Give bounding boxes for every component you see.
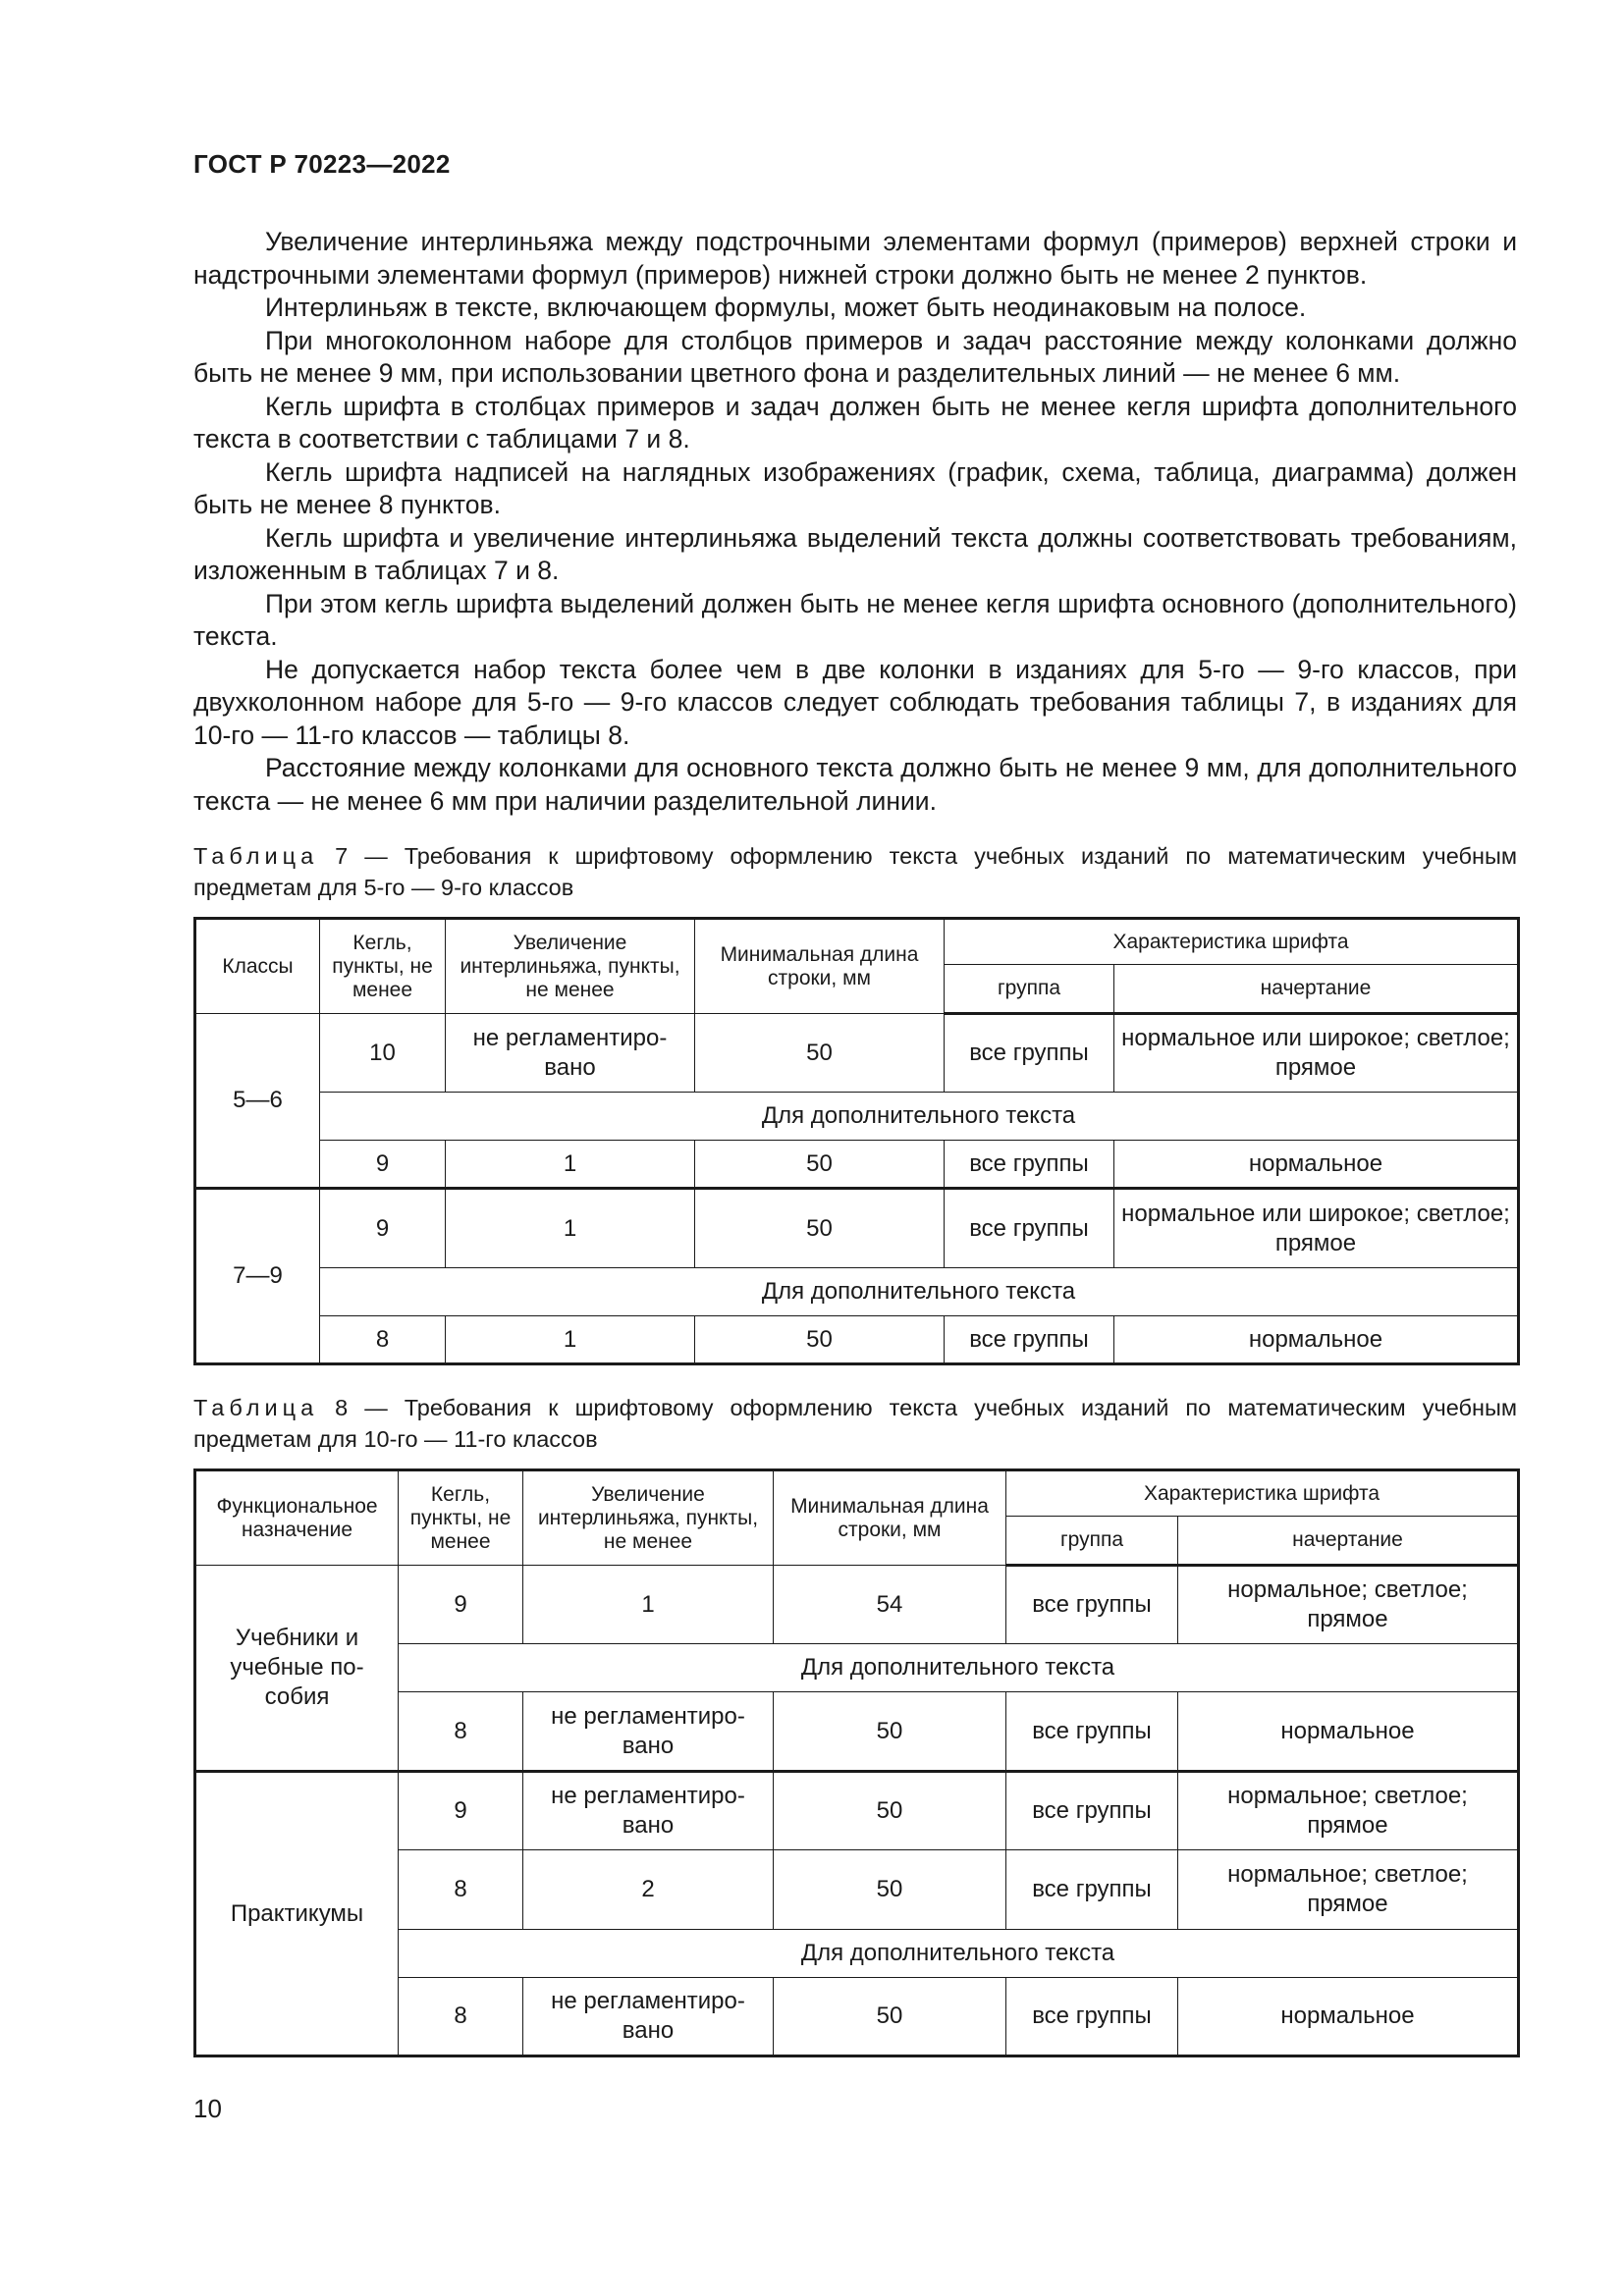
table7-header-classes: Классы [195, 919, 320, 1014]
table-cell: нормальное [1114, 1141, 1519, 1189]
table-cell: 50 [695, 1316, 945, 1364]
table-cell: 54 [774, 1566, 1006, 1644]
table-cell: 50 [774, 1772, 1006, 1850]
paragraph: Расстояние между колонками для основного текста должно быть не менее 9 мм, для дополнительного текста — не менее 6 мм при наличии разделительной линии. [193, 753, 1517, 816]
table-cell: 8 [399, 1692, 523, 1772]
table-cell: не регламентиро-вано [523, 1978, 774, 2056]
table-cell: 50 [695, 1189, 945, 1268]
table-cell: 50 [774, 1850, 1006, 1930]
table-cell: все группы [1006, 1566, 1178, 1644]
table8-extra-text-row: Для дополнительного текста [399, 1930, 1519, 1978]
table8-caption-text: 8 — Требования к шрифтовому оформлению текста учебных изданий по математическим учебным предметам для 10-го — 11-го классов [193, 1395, 1517, 1452]
table-cell: 9 [399, 1566, 523, 1644]
table-cell: нормальное или широкое; светлое; прямое [1114, 1189, 1519, 1268]
paragraph: Кегль шрифта и увеличение интерлиньяжа выделений текста должны соответствовать требованиям, изложенным в таблицах 7 и 8. [193, 522, 1517, 585]
table7-caption-text: 7 — Требования к шрифтовому оформлению текста учебных изданий по математическим учебным предметам для 5-го — 9-го классов [193, 843, 1517, 900]
table8-header-size: Кегль, пункты, не менее [399, 1470, 523, 1566]
table-cell: все группы [1006, 1978, 1178, 2056]
paragraph: Кегль шрифта в столбцах примеров и задач должен быть не менее кегля шрифта дополнительного текста в соответствии с таблицами 7 и 8. [193, 391, 1517, 454]
table-cell: нормальное; светлое; прямое [1178, 1566, 1519, 1644]
table7-extra-text-row: Для дополнительного текста [320, 1268, 1519, 1316]
table-cell: 2 [523, 1850, 774, 1930]
table-row [195, 1566, 1519, 1644]
table7-extra-text-row: Для дополнительного текста [320, 1093, 1519, 1141]
table8-group-name: Учебники и учебные по-собия [195, 1566, 399, 1772]
table-cell: нормальное [1178, 1692, 1519, 1772]
table-cell: не регламентиро-вано [523, 1772, 774, 1850]
table-cell: 9 [399, 1772, 523, 1850]
table-cell: 50 [774, 1692, 1006, 1772]
body-text [193, 226, 1517, 818]
table-cell: нормальное; светлое; прямое [1178, 1850, 1519, 1930]
table-cell: 8 [399, 1978, 523, 2056]
table7-header-size: Кегль, пункты, не менее [320, 919, 446, 1014]
table-row [195, 1093, 1519, 1141]
table-row [195, 1268, 1519, 1316]
table-cell: не регламентиро-вано [446, 1014, 695, 1093]
table-cell: 1 [446, 1316, 695, 1364]
table-cell: не регламентиро-вано [523, 1692, 774, 1772]
table7-label: Таблица [193, 843, 319, 869]
table-cell: все группы [1006, 1772, 1178, 1850]
table7-header-leading: Увеличение интерлиньяжа, пункты, не менее [446, 919, 695, 1014]
table-cell: 50 [695, 1014, 945, 1093]
table7-header-style: начертание [1114, 965, 1519, 1014]
table-cell: 50 [774, 1978, 1006, 2056]
paragraph: Интерлиньяж в тексте, включающем формулы, может быть неодинаковым на полосе. [265, 293, 1307, 322]
table8 [193, 1468, 1520, 2057]
table-cell: все группы [1006, 1692, 1178, 1772]
table-cell: нормальное [1114, 1316, 1519, 1364]
table8-header-font-characteristic: Характеристика шрифта [1006, 1470, 1519, 1517]
standard-title: ГОСТ Р 70223—2022 [193, 149, 451, 179]
paragraph: Увеличение интерлиньяжа между подстрочными элементами формул (примеров) верхней строки и надстрочными элементами формул (примеров) нижней строки должно быть не менее 2 пунктов. [193, 227, 1517, 290]
table-cell: 10 [320, 1014, 446, 1093]
table-cell: нормальное; светлое; прямое [1178, 1772, 1519, 1850]
table-cell: 9 [320, 1189, 446, 1268]
table8-label: Таблица [193, 1395, 319, 1420]
table-cell: 9 [320, 1141, 446, 1189]
table-cell: 1 [523, 1566, 774, 1644]
table-cell: все группы [945, 1014, 1114, 1093]
table-cell: все группы [945, 1141, 1114, 1189]
table-cell: 50 [695, 1141, 945, 1189]
table8-header-line-length: Минимальная длина строки, мм [774, 1470, 1006, 1566]
table8-header-leading: Увеличение интерлиньяжа, пункты, не менее [523, 1470, 774, 1566]
table7-group-name: 7—9 [195, 1189, 320, 1364]
table-row [195, 1316, 1519, 1364]
table-cell: нормальное или широкое; светлое; прямое [1114, 1014, 1519, 1093]
table-row [195, 1141, 1519, 1189]
table8-header-style: начертание [1178, 1517, 1519, 1566]
page-number: 10 [193, 2094, 222, 2123]
table7-header-group: группа [945, 965, 1114, 1014]
table-cell: нормальное [1178, 1978, 1519, 2056]
paragraph: При этом кегль шрифта выделений должен быть не менее кегля шрифта основного (дополнительного) текста. [193, 588, 1517, 651]
table-cell: 1 [446, 1141, 695, 1189]
table8-extra-text-row: Для дополнительного текста [399, 1644, 1519, 1692]
table-cell: все группы [945, 1316, 1114, 1364]
table8-group-name: Практикумы [195, 1772, 399, 2056]
table-cell: 8 [320, 1316, 446, 1364]
table-row [195, 1014, 1519, 1093]
table-cell: 8 [399, 1850, 523, 1930]
paragraph: При многоколонном наборе для столбцов примеров и задач расстояние между колонками должно быть не менее 9 мм, при использовании цветного фона и разделительных линий — не менее 6 мм. [193, 325, 1517, 388]
paragraph: Кегль шрифта надписей на наглядных изображениях (график, схема, таблица, диаграмма) должен быть не менее 8 пунктов. [193, 456, 1517, 519]
table-cell: все группы [1006, 1850, 1178, 1930]
table7-caption [193, 840, 1517, 903]
table-cell: все группы [945, 1189, 1114, 1268]
table7-header-font-characteristic: Характеристика шрифта [945, 919, 1519, 965]
table-row [195, 1189, 1519, 1268]
table7 [193, 917, 1520, 1365]
table7-header-line-length: Минимальная длина строки, мм [695, 919, 945, 1014]
table8-header-group: группа [1006, 1517, 1178, 1566]
table7-group-name: 5—6 [195, 1014, 320, 1189]
table8-caption [193, 1392, 1517, 1455]
table-row [195, 1772, 1519, 1850]
table-cell: 1 [446, 1189, 695, 1268]
paragraph: Не допускается набор текста более чем в две колонки в изданиях для 5-го — 9-го классов, при двухколонном наборе для 5-го — 9-го классов следует соблюдать требования таблицы 7, в изданиях для 10-го — 11-го классов — таблицы 8. [193, 654, 1517, 750]
table8-header-purpose: Функциональное назначение [195, 1470, 399, 1566]
